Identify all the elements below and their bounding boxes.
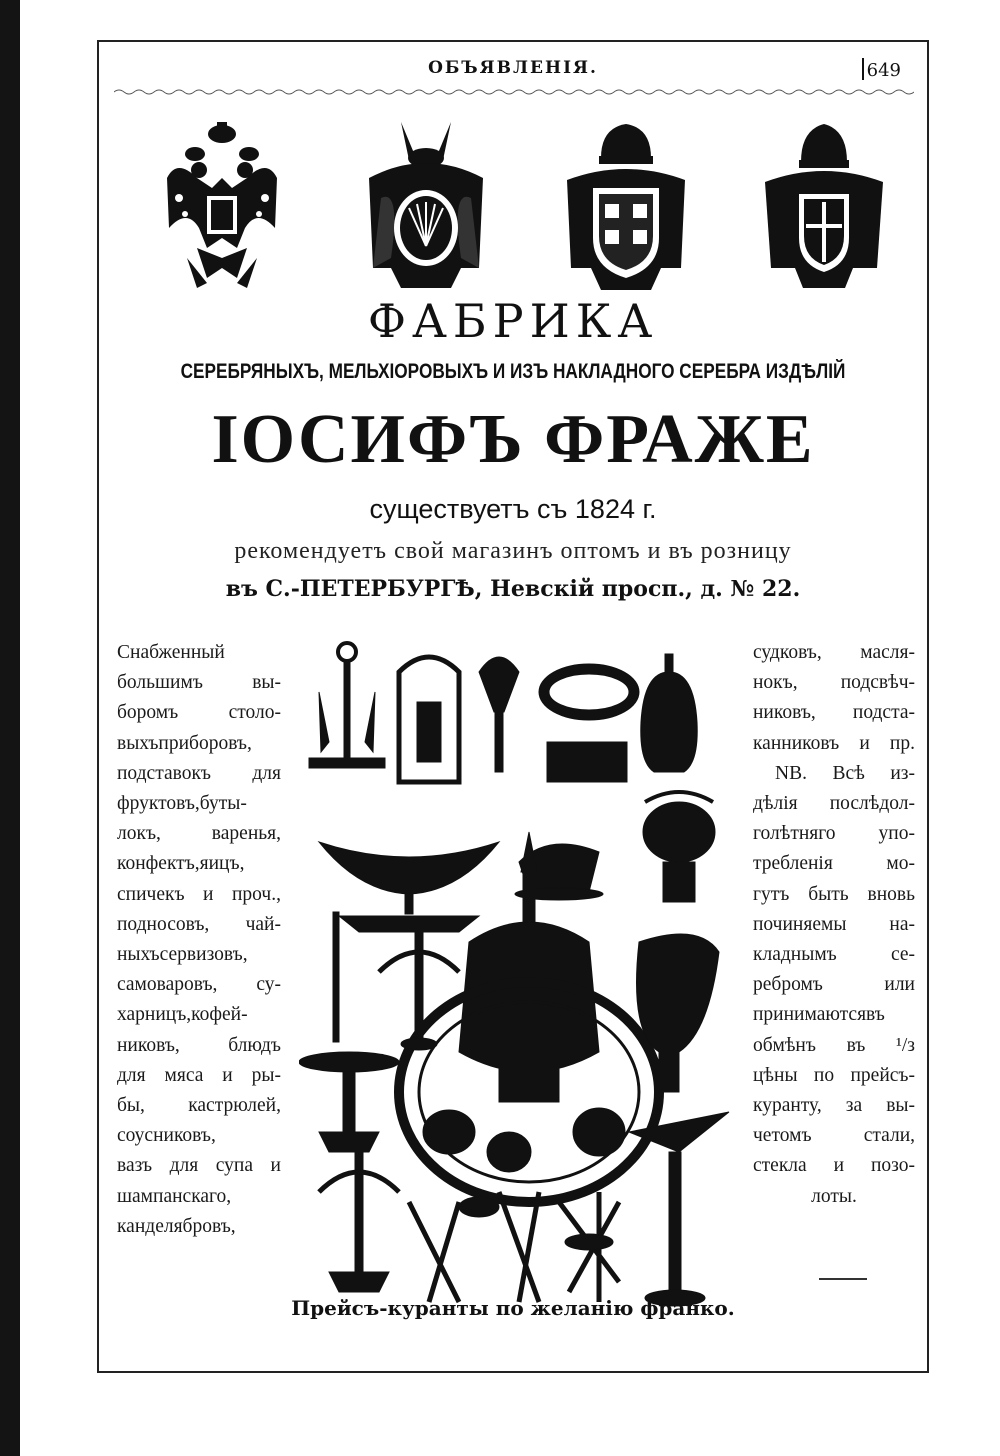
right-line: канниковъ и пр.	[753, 732, 915, 754]
crowned-shield-icon	[759, 118, 889, 298]
right-line: никовъ, подста-	[753, 702, 915, 724]
right-line: четомъ стали,	[753, 1125, 915, 1147]
left-line: конфектъ,яицъ,	[117, 853, 245, 875]
headline: ФАБРИКА	[367, 294, 659, 348]
right-line: гутъ быть вновь	[753, 883, 915, 905]
right-line: NB. Всѣ из-	[775, 762, 915, 784]
left-text-column	[117, 638, 281, 1242]
silverware-illustration	[299, 632, 743, 1322]
left-line: харницъ,кофей-	[117, 1004, 248, 1026]
right-line: стекла и позо-	[753, 1155, 915, 1177]
page-number: 649	[862, 58, 901, 81]
coat-of-arms-icon	[361, 118, 491, 298]
right-line: цѣны по прейсъ-	[753, 1064, 915, 1086]
right-line: голѣтняго упо-	[753, 823, 915, 845]
left-line: соусниковъ,	[117, 1125, 216, 1147]
address-line: въ С.-ПЕТЕРБУРГѢ, Невскій просп., д. № 22.	[225, 576, 801, 602]
left-line: подносовъ, чай-	[117, 913, 281, 935]
right-line: починяемы на-	[753, 913, 915, 935]
left-line: выхъприборовъ,	[117, 732, 252, 754]
wavy-rule	[114, 88, 914, 96]
right-line: куранту, за вы-	[753, 1095, 915, 1117]
company-name: ІОСИФЪ ФРАЖЕ	[211, 401, 815, 478]
crowned-coat-of-arms-icon	[561, 118, 691, 298]
left-line: фруктовъ,буты-	[117, 793, 247, 815]
right-text-column	[753, 638, 915, 1212]
book-spine	[0, 0, 20, 1456]
left-line: вазъ для супа и	[117, 1155, 281, 1177]
left-line: шампанскаго,	[117, 1185, 232, 1207]
right-line: лоты.	[811, 1185, 857, 1207]
left-line: Снабженный	[117, 642, 225, 663]
footer-note: Прейсъ-куранты по желанію франко.	[291, 1296, 735, 1320]
section-title: ОБЪЯВЛЕНІЯ.	[428, 58, 598, 78]
established-line: существуетъ съ 1824 г.	[369, 494, 657, 524]
right-line: нокъ, подсвѣч-	[753, 672, 915, 694]
right-line: требленія мо-	[753, 853, 915, 875]
right-line: ребромъ или	[753, 974, 915, 996]
subheadline: СЕРЕБРЯНЫХЪ, МЕЛЬХІОРОВЫХЪ И ИЗЪ НАКЛАДНОГО СЕРЕБРА ИЗДѢЛІЙ	[180, 360, 846, 383]
advertisement-page	[97, 40, 929, 1373]
left-line: канделябровъ,	[117, 1215, 236, 1237]
right-line: обмѣнъ въ ¹/з	[753, 1034, 915, 1056]
right-line: дѣлія послѣдол-	[753, 793, 915, 815]
recommendation-line: рекомендуетъ свой магазинъ оптомъ и въ розницу	[234, 538, 792, 564]
left-line: для мяса и ры-	[117, 1064, 281, 1086]
right-line: кладнымъ се-	[753, 944, 915, 966]
left-line: ныхъсервизовъ,	[117, 944, 248, 966]
left-line: спичекъ и проч.,	[117, 883, 281, 905]
left-line: боромъ столо-	[117, 702, 281, 724]
page-header	[99, 54, 927, 84]
royal-crests	[99, 118, 927, 308]
separator-dash	[819, 1278, 867, 1280]
double-headed-eagle-icon	[157, 118, 287, 298]
left-line: подставокъ для	[117, 762, 281, 784]
right-line: принимаютсявъ	[753, 1004, 885, 1026]
left-line: бы, кастрюлей,	[117, 1095, 281, 1117]
left-line: самоваровъ, су-	[117, 974, 281, 996]
right-line: судковъ, масля-	[753, 642, 915, 663]
left-line: никовъ, блюдъ	[117, 1034, 281, 1056]
left-line: локъ, варенья,	[117, 823, 281, 845]
left-line: большимъ вы-	[117, 672, 281, 694]
